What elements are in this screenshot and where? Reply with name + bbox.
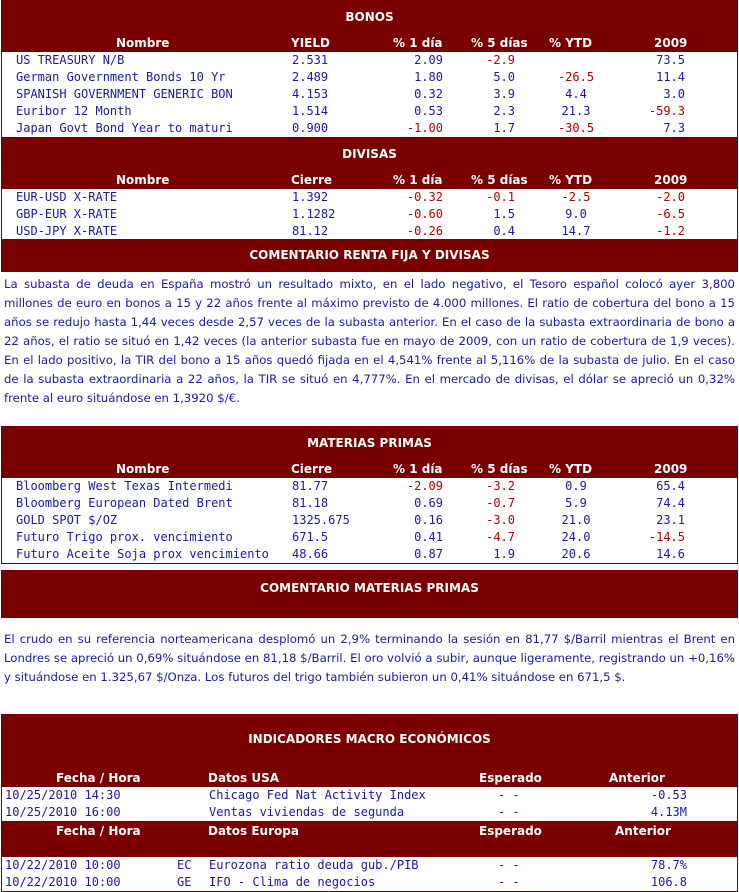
row-change-5d: 3.9	[493, 87, 515, 101]
row-value: 2.489	[292, 70, 329, 84]
row-ytd: 24.0	[561, 530, 591, 544]
macro-section	[1, 714, 738, 892]
row-ytd: -26.5	[557, 70, 595, 84]
divisas-section	[1, 137, 738, 241]
row-2009: -14.5	[648, 530, 685, 544]
row-name: Futuro Trigo prox. vencimiento	[16, 530, 233, 544]
table-row	[2, 857, 737, 874]
row-date: 10/22/2010 10:00	[5, 858, 121, 872]
table-row	[2, 495, 737, 512]
row-ytd: 21.3	[561, 104, 591, 118]
row-2009: 65.4	[656, 479, 685, 493]
row-indicator: Eurozona ratio deuda gub./PIB	[209, 858, 419, 872]
row-value: 1.514	[292, 104, 329, 118]
row-name: German Government Bonds 10 Yr	[16, 70, 226, 84]
row-2009: 73.5	[656, 53, 685, 67]
row-value: 1.392	[292, 190, 329, 204]
table-row	[2, 86, 737, 103]
row-previous: 78.7%	[650, 858, 687, 872]
row-previous: 106.8	[650, 875, 687, 889]
row-expected: - -	[498, 788, 520, 802]
table-row	[2, 529, 737, 546]
comentario-rf-text: La subasta de deuda en España mostró un resultado mixto, en el lado negativo, el Tesoro español colocó ayer 3,800 millones de euro en bonos a 15 y 22 años frente al máximo previsto de 4.000 millones. El ratio de cobertura del bono a 15 años se redujo hasta 1,44 veces desde 2,57 veces de la subasta anterior. En el caso de la subasta extraordinaria de bono a 22 años, el ratio se situó en 1,42 veces (la anterior subasta fue en mayo de 2009, con un ratio de cobertura de 1,9 veces). En el lado positivo, la TIR del bono a 15 años quedó fijada en el 4,541% frente al 5,116% de la subasta de julio. En el caso de la subasta extraordinaria a 22 años, la TIR se situó en 4,777%. En el mercado de divisas, el dólar se apreció un 0,32% frente al euro situándose en 1,3920 $/€.	[4, 277, 735, 405]
row-change-5d: 1.7	[493, 121, 515, 135]
row-2009: 23.1	[656, 513, 685, 527]
row-name: GOLD SPOT $/OZ	[16, 513, 118, 527]
row-indicator: Ventas viviendas de segunda	[209, 805, 405, 819]
comentario-rf-title: COMENTARIO RENTA FIJA Y DIVISAS	[1, 239, 738, 272]
row-change-1d: 0.32	[414, 87, 443, 101]
comentario-mp-title: COMENTARIO MATERIAS PRIMAS	[1, 570, 738, 618]
bonos-table	[1, 51, 738, 138]
row-change-1d: 0.69	[414, 496, 443, 510]
row-value: 81.18	[292, 496, 329, 510]
row-change-1d: -2.09	[406, 479, 443, 493]
macro-eu-table	[1, 856, 738, 892]
row-2009: 11.4	[656, 70, 685, 84]
row-date: 10/25/2010 16:00	[5, 805, 121, 819]
row-value: 1325.675	[292, 513, 350, 527]
row-ytd: -2.5	[561, 190, 591, 204]
row-2009: -2.0	[656, 190, 685, 204]
row-change-1d: -1.00	[406, 121, 443, 135]
row-change-5d: 2.3	[493, 104, 515, 118]
row-change-1d: 0.87	[414, 547, 443, 561]
row-change-5d: 1.9	[493, 547, 515, 561]
row-value: 81.77	[292, 479, 329, 493]
table-row	[2, 52, 737, 69]
row-ytd: 20.6	[561, 547, 591, 561]
row-2009: 14.6	[656, 547, 685, 561]
row-change-5d: -0.7	[486, 496, 515, 510]
table-row	[2, 546, 737, 563]
divisas-title: DIVISAS	[1, 137, 738, 171]
row-2009: 3.0	[663, 87, 685, 101]
row-change-1d: 0.41	[414, 530, 443, 544]
macro-usa-header: Fecha / Hora Datos USA Esperado Anterior	[1, 769, 738, 786]
comentario-mp-section	[1, 570, 738, 714]
row-2009: -59.3	[648, 104, 685, 118]
row-ytd: 5.9	[565, 496, 587, 510]
table-row	[2, 787, 737, 804]
row-ytd: -30.5	[557, 121, 595, 135]
bonos-title: BONOS	[1, 0, 738, 34]
comentario-mp-text: El crudo en su referencia norteamericana desplomó un 2,9% terminando la sesión en 81,77 $/Barril mientras el Brent en Londres se apreció un 0,69% situándose en 81,18 $/Barril. El oro volvió a subir, aunque ligeramente, registrando un +0,16% y situándose en 1.325,67 $/Onza. Los futuros del trigo también subieron un 0,41% situándose en 671,5 $.	[4, 632, 735, 684]
row-previous: 4.13M	[650, 805, 687, 819]
row-date: 10/22/2010 10:00	[5, 875, 121, 889]
macro-eu-header: Fecha / Hora Datos Europa Esperado Anterior	[1, 822, 738, 856]
row-change-1d: -0.32	[406, 190, 443, 204]
row-ytd: 4.4	[565, 87, 587, 101]
row-ytd: 14.7	[561, 224, 591, 238]
row-change-1d: -0.26	[406, 224, 443, 238]
row-change-5d: -2.9	[486, 53, 515, 67]
row-2009: 74.4	[656, 496, 685, 510]
table-row	[2, 206, 737, 223]
row-value: 48.66	[292, 547, 329, 561]
bonos-header: Nombre YIELD % 1 día % 5 días % YTD 2009	[1, 34, 738, 51]
row-change-1d: 0.53	[414, 104, 443, 118]
row-2009: -6.5	[656, 207, 685, 221]
table-row	[2, 512, 737, 529]
row-change-5d: 1.5	[493, 207, 515, 221]
row-name: Futuro Aceite Soja prox vencimiento	[16, 547, 269, 561]
row-value: 2.531	[292, 53, 329, 67]
row-ytd: 21.0	[561, 513, 591, 527]
materias-title: MATERIAS PRIMAS	[1, 426, 738, 460]
divisas-table	[1, 188, 738, 241]
row-change-1d: 2.09	[414, 53, 443, 67]
bonos-section	[1, 0, 738, 138]
row-value: 671.5	[292, 530, 329, 544]
divisas-header: Nombre Cierre % 1 día % 5 días % YTD 2009	[1, 171, 738, 188]
row-2009: 7.3	[663, 121, 685, 135]
table-row	[2, 804, 737, 821]
row-expected: - -	[498, 875, 520, 889]
row-expected: - -	[498, 805, 520, 819]
row-expected: - -	[498, 858, 520, 872]
row-name: EUR-USD X-RATE	[16, 190, 118, 204]
table-row	[2, 103, 737, 120]
row-indicator: Chicago Fed Nat Activity Index	[209, 788, 426, 802]
row-change-1d: 1.80	[414, 70, 443, 84]
table-row	[2, 874, 737, 891]
macro-title: INDICADORES MACRO ECONÓMICOS	[1, 714, 738, 769]
row-name: US TREASURY N/B	[16, 53, 125, 67]
row-country: GE	[177, 875, 192, 889]
table-row	[2, 69, 737, 86]
macro-usa-table	[1, 786, 738, 822]
materias-table	[1, 477, 738, 564]
row-change-5d: -3.0	[486, 513, 515, 527]
row-name: Euribor 12 Month	[16, 104, 132, 118]
row-change-5d: 5.0	[493, 70, 515, 84]
row-change-5d: -4.7	[486, 530, 515, 544]
comentario-rf-section	[1, 239, 738, 430]
row-change-5d: 0.4	[493, 224, 515, 238]
row-previous: -0.53	[650, 788, 687, 802]
row-2009: -1.2	[656, 224, 685, 238]
row-change-1d: 0.16	[414, 513, 443, 527]
row-value: 4.153	[292, 87, 329, 101]
table-row	[2, 189, 737, 206]
table-row	[2, 478, 737, 495]
row-ytd: 0.9	[565, 479, 587, 493]
row-indicator: IFO - Clima de negocios	[209, 875, 376, 889]
row-name: GBP-EUR X-RATE	[16, 207, 118, 221]
row-change-1d: -0.60	[406, 207, 443, 221]
row-change-5d: -0.1	[486, 190, 515, 204]
row-ytd: 9.0	[565, 207, 587, 221]
materias-header: Nombre Cierre % 1 día % 5 días % YTD 2009	[1, 460, 738, 477]
row-value: 81.12	[292, 224, 329, 238]
table-row	[2, 223, 737, 240]
materias-section	[1, 426, 738, 564]
row-value: 1.1282	[292, 207, 336, 221]
row-value: 0.900	[292, 121, 329, 135]
row-change-5d: -3.2	[486, 479, 515, 493]
row-country: EC	[177, 858, 192, 872]
row-name: Bloomberg European Dated Brent	[16, 496, 233, 510]
row-name: Bloomberg West Texas Intermedi	[16, 479, 233, 493]
row-date: 10/25/2010 14:30	[5, 788, 121, 802]
table-row	[2, 120, 737, 137]
row-name: USD-JPY X-RATE	[16, 224, 118, 238]
row-name: Japan Govt Bond Year to maturi	[16, 121, 233, 135]
row-name: SPANISH GOVERNMENT GENERIC BON	[16, 87, 233, 101]
